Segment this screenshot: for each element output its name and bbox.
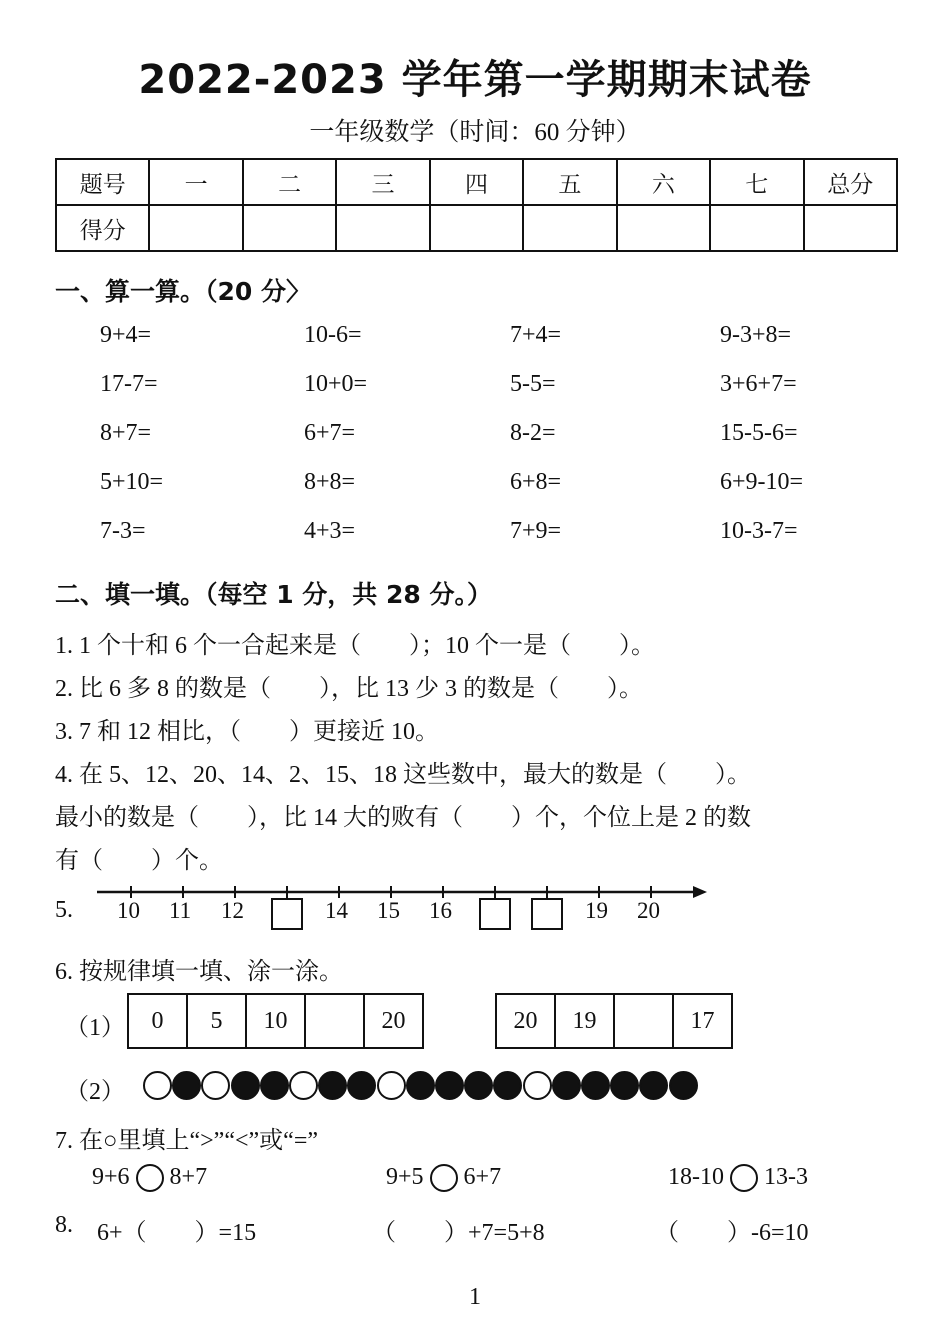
calc-item: 10-6= [304,322,362,348]
exam-title: 2022-2023 学年第一学期期末试卷 [138,57,812,103]
number-line-label: 10 [117,898,140,923]
question-4-line1: 4. 在 5、12、20、14、2、15、18 这些数中，最大的数是（ ）。 [55,762,751,788]
number-line-label: 11 [169,898,192,923]
score-table-score-row [56,205,897,251]
score-cell-blank[interactable] [336,205,429,251]
score-cell-header: 五 [523,159,616,205]
score-cell-header: 七 [710,159,803,205]
pattern-circle-filled[interactable] [669,1071,698,1100]
pattern-circle-empty[interactable] [201,1071,230,1100]
sequence-cell: 20 [496,994,555,1048]
calc-item: 6+8= [510,469,562,495]
fill-equation: （ ）-6=10 [655,1220,809,1246]
question-8-label: 8. [55,1212,73,1238]
pattern-circle-filled[interactable] [172,1071,201,1100]
question-5-label: 5. [55,897,73,923]
page-number: 1 [469,1284,481,1310]
fill-equation: （ ）+7=5+8 [372,1220,545,1246]
question-4-line2: 最小的数是（ ），比 14 大的败有（ ）个，个位上是 2 的数 [55,805,751,831]
pattern-circle-filled[interactable] [552,1071,581,1100]
score-table-header-row [56,159,897,205]
calc-item: 4+3= [304,518,356,544]
compare-left: 9+6 [92,1164,130,1190]
sequence-cell: 20 [364,994,423,1048]
pattern-circle-filled[interactable] [347,1071,376,1100]
compare-item [92,1164,207,1192]
score-cell-blank[interactable] [710,205,803,251]
score-cell-header: 一 [149,159,242,205]
compare-left: 18-10 [668,1164,724,1190]
score-cell-header: 总分 [804,159,898,205]
calc-item: 17-7= [100,371,158,397]
sequence-cell: 5 [187,994,246,1048]
section2-heading: 二、填一填。（每空 1 分，共 28 分。） [55,580,493,609]
score-cell-blank[interactable] [523,205,616,251]
score-cell-blank[interactable] [804,205,898,251]
pattern-circle-filled[interactable] [260,1071,289,1100]
q6-part2-label: （2） [65,1079,125,1105]
calc-item: 7+9= [510,518,562,544]
calc-item: 7+4= [510,322,562,348]
score-cell-blank[interactable] [430,205,523,251]
calc-item: 10-3-7= [720,518,798,544]
sequence-table-b [495,993,733,1049]
compare-right: 13-3 [764,1164,808,1190]
number-line-label: 16 [429,898,452,923]
number-line-blank-box[interactable] [479,898,511,930]
calc-item: 3+6+7= [720,371,797,397]
sequence-table-a [127,993,424,1049]
pattern-circle-row [143,1071,743,1103]
question-1: 1. 1 个十和 6 个一合起来是（ ）；10 个一是（ ）。 [55,633,655,659]
pattern-circle-filled[interactable] [464,1071,493,1100]
pattern-circle-filled[interactable] [493,1071,522,1100]
calc-item: 6+9-10= [720,469,804,495]
score-cell-blank[interactable] [243,205,336,251]
score-cell-header: 三 [336,159,429,205]
calc-item: 6+7= [304,420,356,446]
sequence-cell: 10 [246,994,305,1048]
calc-item: 9-3+8= [720,322,792,348]
calc-item: 8-2= [510,420,556,446]
question-2: 2. 比 6 多 8 的数是（ ），比 13 少 3 的数是（ ）。 [55,676,643,702]
pattern-circle-empty[interactable] [523,1071,552,1100]
pattern-circle-empty[interactable] [143,1071,172,1100]
compare-left: 9+5 [386,1164,424,1190]
question-4-line3: 有（ ）个。 [55,848,223,874]
compare-circle[interactable] [430,1164,458,1192]
score-cell-header: 题号 [56,159,149,205]
pattern-circle-filled[interactable] [231,1071,260,1100]
compare-right: 6+7 [463,1164,502,1190]
fill-equation: 6+（ ）=15 [97,1220,257,1246]
sequence-cell-blank[interactable] [614,994,673,1048]
number-line-blank-box[interactable] [271,898,303,930]
score-cell-blank[interactable] [617,205,710,251]
sequence-cell: 0 [128,994,187,1048]
compare-item [386,1164,501,1192]
calc-item: 15-5-6= [720,420,798,446]
pattern-circle-filled[interactable] [639,1071,668,1100]
pattern-circle-filled[interactable] [581,1071,610,1100]
number-line-label: 15 [377,898,400,923]
score-cell-header: 四 [430,159,523,205]
number-line-label: 20 [637,898,660,923]
q6-part1-label: （1） [65,1015,125,1041]
pattern-circle-filled[interactable] [435,1071,464,1100]
number-line-label: 19 [585,898,608,923]
calc-item: 7-3= [100,518,146,544]
number-line-blank-box[interactable] [531,898,563,930]
question-6: 6. 按规律填一填、涂一涂。 [55,959,343,985]
sequence-cell-blank[interactable] [305,994,364,1048]
calc-item: 8+7= [100,420,152,446]
question-3: 3. 7 和 12 相比，（ ）更接近 10。 [55,719,439,745]
number-line-label: 14 [325,898,348,923]
calc-item: 5+10= [100,469,164,495]
compare-item [668,1164,808,1192]
score-table [55,158,898,252]
compare-circle[interactable] [730,1164,758,1192]
pattern-circle-filled[interactable] [610,1071,639,1100]
calc-item: 9+4= [100,322,152,348]
compare-circle[interactable] [136,1164,164,1192]
pattern-circle-filled[interactable] [318,1071,347,1100]
pattern-circle-empty[interactable] [377,1071,406,1100]
exam-subtitle: 一年级数学（时间：60 分钟） [309,119,641,146]
section1-heading: 一、算一算。（20 分〉 [55,277,311,306]
calc-item: 8+8= [304,469,356,495]
score-row-label: 得分 [56,205,149,251]
calc-item: 5-5= [510,371,556,397]
question-7: 7. 在○里填上“>”“<”或“=” [55,1128,319,1154]
score-cell-blank[interactable] [149,205,242,251]
pattern-circle-filled[interactable] [406,1071,435,1100]
calc-item: 10+0= [304,371,368,397]
sequence-cell: 19 [555,994,614,1048]
pattern-circle-empty[interactable] [289,1071,318,1100]
sequence-cell: 17 [673,994,732,1048]
score-cell-header: 二 [243,159,336,205]
number-line-label: 12 [221,898,244,923]
compare-right: 8+7 [169,1164,208,1190]
score-cell-header: 六 [617,159,710,205]
